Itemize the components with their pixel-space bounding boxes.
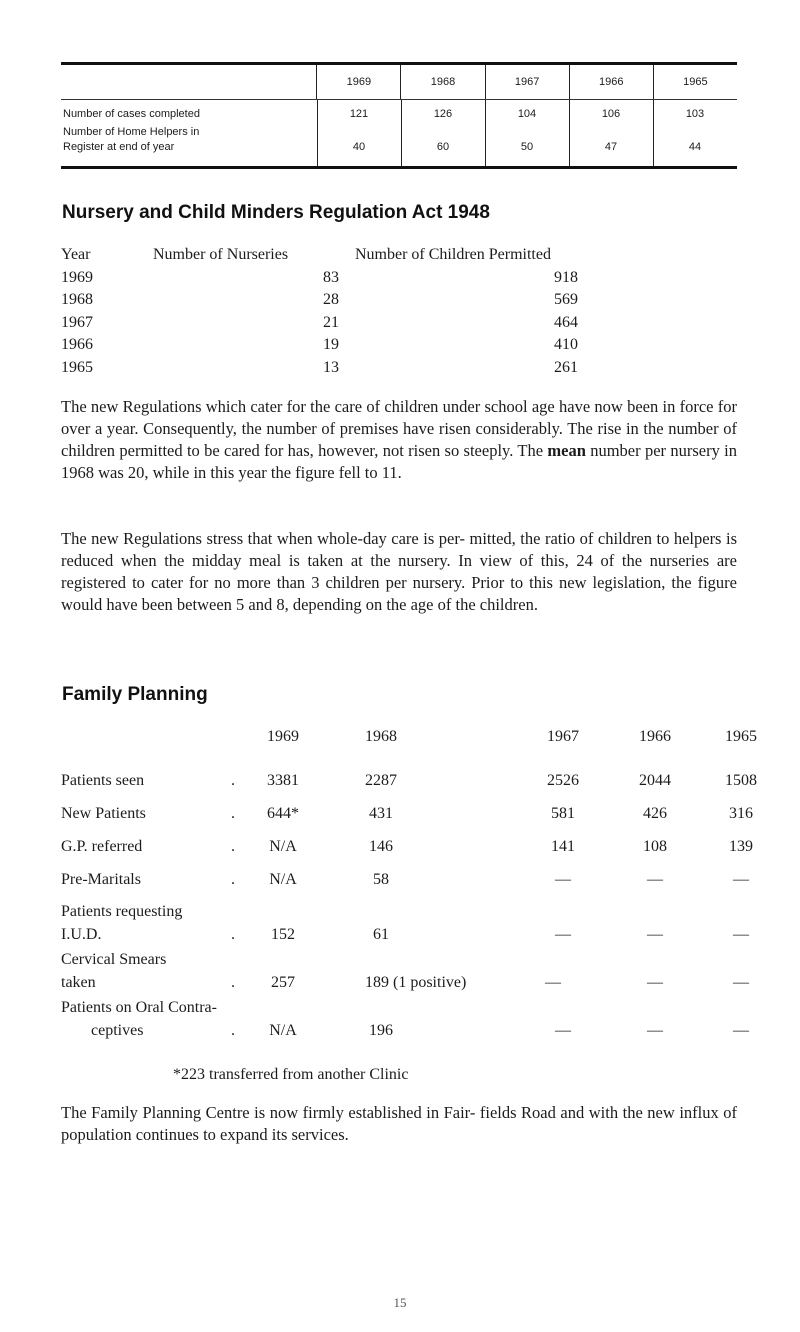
table-cell: 139 xyxy=(729,838,753,855)
nurseries-cell: 19 xyxy=(323,336,339,353)
table-cell: 61 xyxy=(373,926,389,943)
table-cell: 3381 xyxy=(267,772,299,789)
table-cell: 426 xyxy=(643,805,667,822)
leader-dot: . xyxy=(231,805,235,822)
table-cell: — xyxy=(733,926,749,943)
year-cell: 1967 xyxy=(61,313,93,331)
row-label: New Patients xyxy=(61,805,146,822)
row-label: Patients requesting xyxy=(61,903,183,920)
children-cell: 569 xyxy=(554,291,578,308)
table-cell: 2044 xyxy=(639,772,671,789)
table-cell: 189 (1 positive) xyxy=(365,974,467,991)
family-planning-heading: Family Planning xyxy=(62,684,208,705)
row-label: Patients seen xyxy=(61,772,145,789)
table-cell: 50 xyxy=(520,141,534,153)
header-year: 1968 xyxy=(400,65,484,99)
nurseries-cell: 21 xyxy=(323,313,339,331)
table-row xyxy=(61,999,749,1043)
table-cell: — xyxy=(647,926,663,943)
table-cell: 644* xyxy=(267,805,299,822)
table-row xyxy=(61,314,741,337)
row-label: I.U.D. xyxy=(61,926,102,943)
emphasis-text: mean xyxy=(547,441,586,460)
table-bottom-rule xyxy=(61,166,737,169)
row-label: Register at end of year xyxy=(63,141,175,153)
table-cell: — xyxy=(733,871,749,888)
year-header: 1968 xyxy=(365,728,397,745)
children-cell: 261 xyxy=(554,358,578,376)
row-label: Pre-Maritals xyxy=(61,871,141,888)
table-row xyxy=(61,951,749,995)
table-cell: N/A xyxy=(269,871,297,888)
table-cell: 103 xyxy=(685,108,705,120)
table-row xyxy=(61,805,753,827)
paragraph-text: The new Regulations which cater for the care of children under school age have now been in force for over a year. Consequently, the number of premises have risen considerably. The rise in the number of children permitted to be cared for has, however, not risen so steeply. The xyxy=(61,397,737,460)
footnote: *223 transferred from another Clinic xyxy=(173,1066,409,1083)
column-header: Number of Children Permitted xyxy=(355,246,551,263)
table-cell: 152 xyxy=(271,926,295,943)
table-cell: 2287 xyxy=(365,772,397,789)
row-label: taken xyxy=(61,974,96,991)
family-planning-closing: The Family Planning Centre is now firmly established in Fair- fields Road and with the new influx of population continues to expand its services. xyxy=(61,1103,737,1144)
table-cell: N/A xyxy=(269,1022,297,1039)
leader-dot: . xyxy=(231,838,235,855)
year-header: 1967 xyxy=(547,728,579,745)
table-row xyxy=(61,269,741,292)
table-cell: 44 xyxy=(688,141,702,153)
row-label: Cervical Smears xyxy=(61,951,167,968)
row-label: Number of Home Helpers in xyxy=(63,126,200,138)
table-cell: 316 xyxy=(729,805,753,822)
children-cell: 918 xyxy=(554,268,578,286)
page-number: 15 xyxy=(393,1295,407,1310)
table-cell: 121 xyxy=(349,108,369,120)
table-cell: — xyxy=(733,1022,749,1039)
table-cell: — xyxy=(545,974,561,991)
table-cell: 2526 xyxy=(547,772,579,789)
table-cell: 106 xyxy=(601,108,621,120)
leader-dot: . xyxy=(231,772,235,789)
year-cell: 1968 xyxy=(61,291,93,308)
table-cell: 257 xyxy=(271,974,295,991)
nursery-paragraph-2: The new Regulations stress that when whole-day care is per- mitted, the ratio of children to helpers is reduced when the midday meal is taken at the nursery. In view of this, 24 of the nurseries are registered to cater for no more than 3 children per nursery. Prior to this new legislation, the figure would have been between 5 and 8, depending on the age of the children. xyxy=(61,529,737,614)
table-cell: — xyxy=(733,974,749,991)
table-cell: 146 xyxy=(369,838,393,855)
table-cell: 47 xyxy=(604,141,618,153)
table-row xyxy=(61,772,757,794)
table-cell: 40 xyxy=(352,141,366,153)
table-cell: 108 xyxy=(643,838,667,855)
nursery-heading: Nursery and Child Minders Regulation Act 1948 xyxy=(62,202,490,223)
table-cell: N/A xyxy=(269,838,297,855)
table-cell: — xyxy=(647,974,663,991)
leader-dot: . xyxy=(231,926,235,943)
table-cell: 1508 xyxy=(725,772,757,789)
table-cell: 58 xyxy=(373,871,389,888)
year-cell: 1969 xyxy=(61,268,93,286)
row-label: Patients on Oral Contra- xyxy=(61,999,217,1016)
column-header: Year xyxy=(61,246,91,263)
table-row xyxy=(61,359,741,382)
table-cell: — xyxy=(555,871,571,888)
row-label: G.P. referred xyxy=(61,838,143,855)
row-label: ceptives xyxy=(91,1022,144,1039)
table-cell: — xyxy=(555,1022,571,1039)
nurseries-cell: 13 xyxy=(323,358,339,376)
table-row xyxy=(61,336,741,359)
table-cell: 126 xyxy=(433,108,453,120)
table-cell: — xyxy=(555,926,571,943)
table-row xyxy=(61,838,753,860)
header-year: 1966 xyxy=(569,65,653,99)
nursery-paragraph-1 xyxy=(61,396,737,484)
table-row xyxy=(61,871,749,893)
table-row xyxy=(61,903,749,947)
table-row xyxy=(61,291,741,314)
children-cell: 464 xyxy=(554,313,578,331)
table-body xyxy=(61,100,737,166)
table-header-row xyxy=(61,65,737,99)
nursery-table xyxy=(61,246,741,381)
year-header: 1966 xyxy=(639,728,671,745)
leader-dot: . xyxy=(231,974,235,991)
row-label: Number of cases completed xyxy=(63,108,200,120)
children-cell: 410 xyxy=(554,336,578,353)
paragraph-text: number per nursery in 1968 was 20, while in this year the figure fell to 11. xyxy=(61,441,738,482)
year-header: 1969 xyxy=(267,728,299,745)
nursery-header-row xyxy=(61,246,741,269)
year-header: 1965 xyxy=(725,728,757,745)
table-cell: 104 xyxy=(517,108,537,120)
table-cell: 431 xyxy=(369,805,393,822)
year-cell: 1966 xyxy=(61,336,93,353)
header-year: 1967 xyxy=(485,65,569,99)
table-cell: — xyxy=(647,1022,663,1039)
table-cell: — xyxy=(647,871,663,888)
home-help-table xyxy=(61,62,737,169)
header-year: 1969 xyxy=(316,65,400,99)
nurseries-cell: 28 xyxy=(323,291,339,308)
table-cell: 141 xyxy=(551,838,575,855)
header-year: 1965 xyxy=(653,65,737,99)
nurseries-cell: 83 xyxy=(323,268,339,286)
table-cell: 581 xyxy=(551,805,575,822)
year-cell: 1965 xyxy=(61,358,93,376)
column-header: Number of Nurseries xyxy=(153,246,289,263)
table-cell: 196 xyxy=(369,1022,393,1039)
leader-dot: . xyxy=(231,1022,235,1039)
leader-dot: . xyxy=(231,871,235,888)
table-cell: 60 xyxy=(436,141,450,153)
